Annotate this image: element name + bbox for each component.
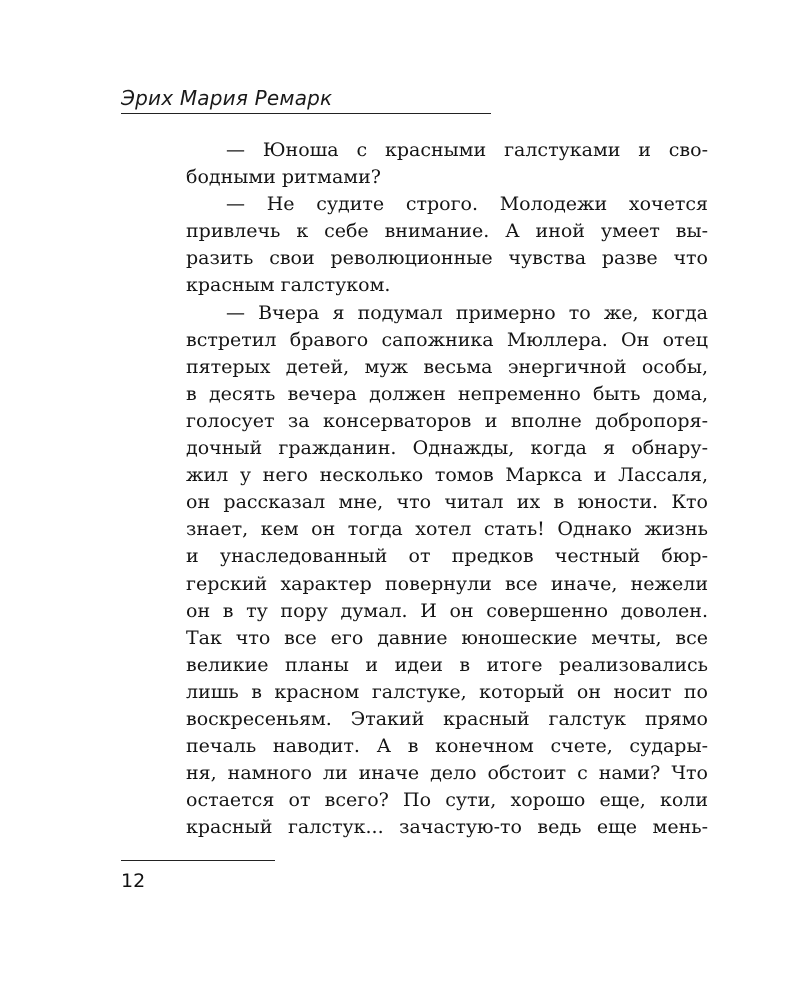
text-line: красный галстук... зачастую-то ведь еще мень- bbox=[186, 816, 708, 839]
text-line: разить свои революционные чувства разве что bbox=[186, 247, 708, 270]
text-line: остается от всего? По сути, хорошо еще, коли bbox=[186, 789, 708, 812]
text-line: воскресеньям. Этакий красный галстук прямо bbox=[186, 707, 708, 730]
text-line: и унаследованный от предков честный бюр- bbox=[186, 545, 708, 568]
header-rule bbox=[121, 113, 491, 114]
text-line: голосует за консерваторов и вполне добропоря- bbox=[186, 409, 708, 432]
body-text bbox=[186, 137, 708, 841]
text-line: лишь в красном галстуке, который он носит по bbox=[186, 680, 708, 703]
text-line: — Вчера я подумал примерно то же, когда bbox=[226, 301, 708, 324]
page-number: 12 bbox=[121, 870, 146, 892]
text-line: пятерых детей, муж весьма энергичной особы, bbox=[186, 355, 708, 378]
text-line: печаль наводит. А в конечном счете, судары- bbox=[186, 735, 708, 758]
running-head-author: Эрих Мария Ремарк bbox=[121, 86, 333, 110]
text-line: жил у него несколько томов Маркса и Лассаля, bbox=[186, 464, 708, 487]
text-line: красным галстуком. bbox=[186, 274, 391, 297]
text-line: герский характер повернули все иначе, нежели bbox=[186, 572, 708, 595]
text-line: знает, кем он тогда хотел стать! Однако жизнь bbox=[186, 518, 708, 541]
text-line: ня, намного ли иначе дело обстоит с нами? Что bbox=[186, 762, 708, 785]
text-line: великие планы и идеи в итоге реализовались bbox=[186, 653, 708, 676]
text-line: — Не судите строго. Молодежи хочется bbox=[226, 193, 708, 216]
text-line: он рассказал мне, что читал их в юности. Кто bbox=[186, 491, 708, 514]
text-line: бодными ритмами? bbox=[186, 166, 381, 189]
text-line: дочный гражданин. Однажды, когда я обнару- bbox=[186, 437, 708, 460]
text-line: встретил бравого сапожника Мюллера. Он отец bbox=[186, 328, 708, 351]
text-line: в десять вечера должен непременно быть дома, bbox=[186, 382, 708, 405]
text-line: привлечь к себе внимание. А иной умеет вы- bbox=[186, 220, 708, 243]
text-line: Так что все его давние юношеские мечты, все bbox=[186, 626, 708, 649]
footer-rule bbox=[121, 860, 275, 861]
text-line: — Юноша с красными галстуками и сво- bbox=[226, 139, 708, 161]
text-line: он в ту пору думал. И он совершенно доволен. bbox=[186, 599, 708, 622]
